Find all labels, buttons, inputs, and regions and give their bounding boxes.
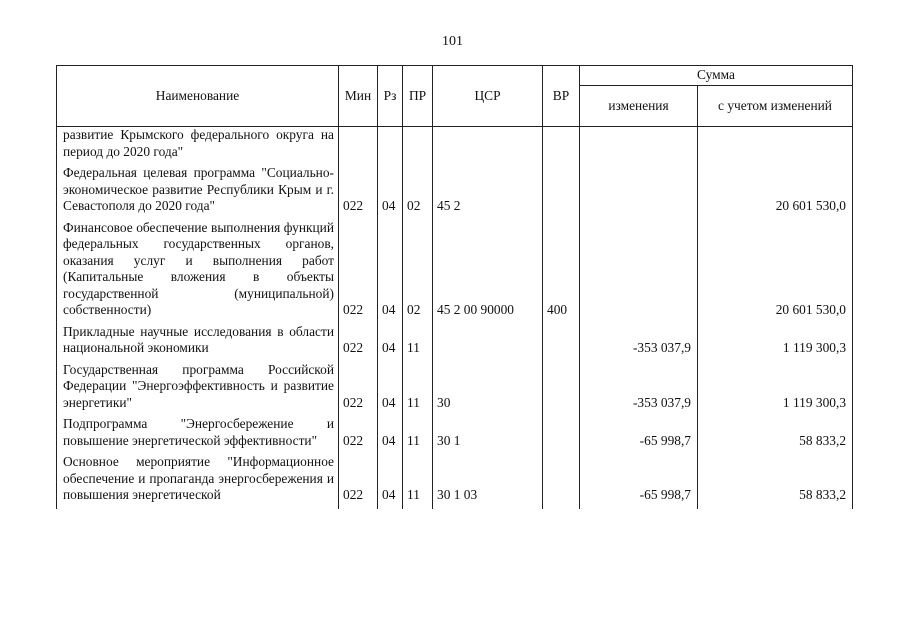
table-row	[57, 324, 853, 362]
row-total: 1 119 300,3	[698, 362, 853, 417]
row-pr: 02	[403, 220, 433, 324]
row-vr: 400	[543, 220, 580, 324]
table-row	[57, 127, 853, 166]
row-total: 58 833,2	[698, 454, 853, 509]
table-header	[57, 66, 853, 127]
page-number: 101	[442, 34, 463, 49]
row-pr: 11	[403, 362, 433, 417]
row-rz: 04	[378, 362, 403, 417]
table-row	[57, 362, 853, 417]
header-change: изменения	[580, 86, 698, 127]
row-change	[580, 220, 698, 324]
row-name: Прикладные научные исследования в области национальной экономики	[57, 324, 339, 362]
row-name: Федеральная целевая программа "Социально-экономическое развитие Республики Крым и г. Севастополя до 2020 года"	[57, 165, 339, 220]
row-pr	[403, 127, 433, 166]
row-csr: 45 2 00 90000	[433, 220, 543, 324]
row-change	[580, 127, 698, 166]
row-total: 1 119 300,3	[698, 324, 853, 362]
row-vr	[543, 362, 580, 417]
row-csr: 30	[433, 362, 543, 417]
header-name: Наименование	[57, 66, 339, 127]
row-rz: 04	[378, 324, 403, 362]
row-rz: 04	[378, 454, 403, 509]
row-name: Подпрограмма "Энергосбережение и повышение энергетической эффективности"	[57, 416, 339, 454]
row-rz: 04	[378, 416, 403, 454]
row-vr	[543, 454, 580, 509]
row-vr	[543, 416, 580, 454]
row-vr	[543, 324, 580, 362]
header-csr: ЦСР	[433, 66, 543, 127]
row-change	[580, 165, 698, 220]
table-row	[57, 416, 853, 454]
row-min: 022	[339, 165, 378, 220]
table-row	[57, 220, 853, 324]
budget-table	[56, 65, 853, 509]
row-csr: 30 1	[433, 416, 543, 454]
row-pr: 02	[403, 165, 433, 220]
row-csr	[433, 324, 543, 362]
row-pr: 11	[403, 416, 433, 454]
row-csr: 45 2	[433, 165, 543, 220]
header-pr: ПР	[403, 66, 433, 127]
row-total: 20 601 530,0	[698, 165, 853, 220]
row-rz: 04	[378, 165, 403, 220]
header-with-change: с учетом изменений	[698, 86, 853, 127]
row-name: развитие Крымского федерального округа на период до 2020 года"	[57, 127, 339, 166]
row-total: 20 601 530,0	[698, 220, 853, 324]
row-change: -65 998,7	[580, 454, 698, 509]
row-change: -353 037,9	[580, 324, 698, 362]
header-summa: Сумма	[580, 66, 853, 86]
header-rz: Рз	[378, 66, 403, 127]
table-row	[57, 454, 853, 509]
row-csr	[433, 127, 543, 166]
row-rz	[378, 127, 403, 166]
row-min: 022	[339, 416, 378, 454]
row-csr: 30 1 03	[433, 454, 543, 509]
row-pr: 11	[403, 454, 433, 509]
row-vr	[543, 127, 580, 166]
row-rz: 04	[378, 220, 403, 324]
row-change: -353 037,9	[580, 362, 698, 417]
row-total: 58 833,2	[698, 416, 853, 454]
row-min	[339, 127, 378, 166]
row-pr: 11	[403, 324, 433, 362]
row-name: Финансовое обеспечение выполнения функций федеральных государственных органов, оказания услуг и выполнения работ (Капитальные вложения в объекты государственной (муниципальной) собственности)	[57, 220, 339, 324]
header-min: Мин	[339, 66, 378, 127]
table-row	[57, 165, 853, 220]
row-total	[698, 127, 853, 166]
row-min: 022	[339, 324, 378, 362]
row-vr	[543, 165, 580, 220]
row-name: Государственная программа Российской Федерации "Энергоэффективность и развитие энергетики"	[57, 362, 339, 417]
row-change: -65 998,7	[580, 416, 698, 454]
header-vr: ВР	[543, 66, 580, 127]
row-min: 022	[339, 454, 378, 509]
row-min: 022	[339, 362, 378, 417]
row-min: 022	[339, 220, 378, 324]
row-name: Основное мероприятие "Информационное обеспечение и пропаганда энергосбережения и повышения энергетической	[57, 454, 339, 509]
